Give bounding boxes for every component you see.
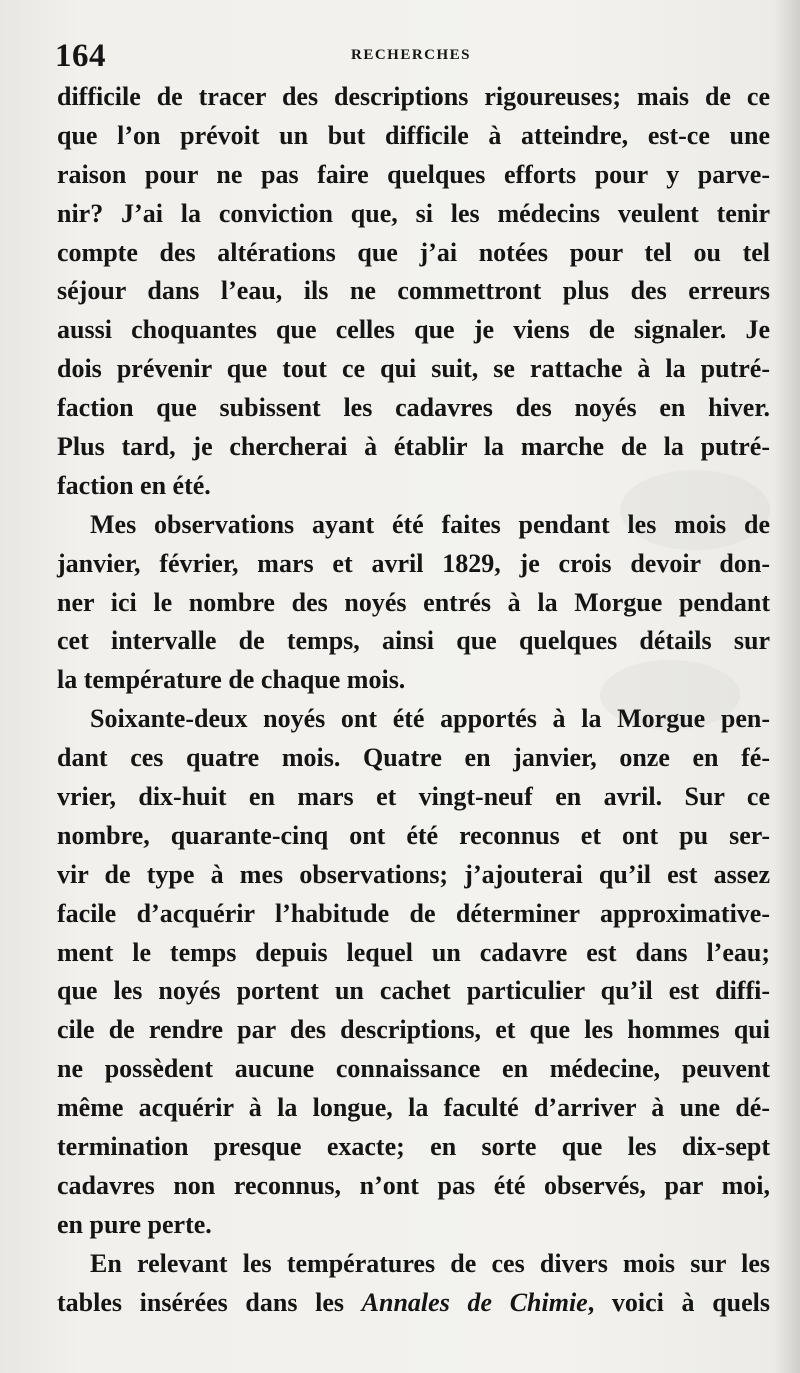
text-line: difficile de tracer des descriptions rigoureuses; mais de ce: [57, 82, 770, 111]
text-line: facile d’acquérir l’habitude de déterminer approximative-: [57, 898, 770, 928]
text-line: raison pour ne pas faire quelques efforts pour y parve-: [57, 159, 770, 189]
text-line: compte des altérations que j’ai notées pour tel ou tel: [57, 237, 770, 267]
text-line: aussi choquantes que celles que je viens de signaler. Je: [57, 315, 770, 345]
paragraph-start-line: En relevant les températures de ces divers mois sur les: [90, 1248, 770, 1278]
text-line: termination presque exacte; en sorte que les dix-sept: [57, 1132, 770, 1162]
text-line: vir de type à mes observations; j’ajouterai qu’il est assez: [57, 859, 770, 889]
paragraph-start-line: Soixante-deux noyés ont été apportés à la Morgue pen-: [90, 704, 770, 734]
text-line: vrier, dix-huit en mars et vingt-neuf en avril. Sur ce: [57, 782, 770, 812]
page-header: [55, 30, 770, 78]
page-number: 164: [55, 38, 106, 74]
page-edge-shadow: [774, 0, 800, 1373]
text-line: Plus tard, je chercherai à établir la marche de la putré-: [57, 432, 770, 462]
text-fragment: tables insérées dans les: [57, 1287, 362, 1317]
text-line: ne possèdent aucune connaissance en médecine, peuvent: [57, 1054, 770, 1084]
text-line: cile de rendre par des descriptions, et que les hommes qui: [57, 1015, 770, 1045]
body-text: [57, 78, 770, 1323]
text-line: que l’on prévoit un but difficile à atteindre, est-ce une: [57, 120, 770, 150]
text-line: janvier, février, mars et avril 1829, je crois devoir don-: [57, 548, 770, 578]
text-line: cadavres non reconnus, n’ont pas été observés, par moi,: [57, 1170, 770, 1200]
text-line: que les noyés portent un cachet particulier qu’il est diffi-: [57, 976, 770, 1006]
text-fragment: , voici à quels: [587, 1287, 770, 1317]
paragraph-end-line: faction en été.: [57, 470, 211, 500]
text-line: dant ces quatre mois. Quatre en janvier, onze en fé-: [57, 743, 770, 773]
paragraph-end-line: en pure perte.: [57, 1209, 212, 1239]
text-line: ment le temps depuis lequel un cadavre est dans l’eau;: [57, 937, 770, 967]
text-line: nombre, quarante-cinq ont été reconnus et ont pu ser-: [57, 820, 770, 850]
text-line: dois prévenir que tout ce qui suit, se rattache à la putré-: [57, 354, 770, 384]
text-line: faction que subissent les cadavres des noyés en hiver.: [57, 393, 770, 423]
text-line: séjour dans l’eau, ils ne commettront plus des erreurs: [57, 276, 770, 306]
text-line: ner ici le nombre des noyés entrés à la Morgue pendant: [57, 587, 770, 617]
running-head: RECHERCHES: [351, 47, 472, 63]
italic-title: Annales de Chimie: [361, 1287, 588, 1317]
paragraph-start-line: Mes observations ayant été faites pendant les mois de: [90, 509, 770, 539]
text-line: nir? J’ai la conviction que, si les médecins veulent tenir: [57, 198, 770, 228]
text-line: même acquérir à la longue, la faculté d’arriver à une dé-: [57, 1093, 770, 1123]
text-line-with-italic: [57, 1284, 770, 1323]
text-line: cet intervalle de temps, ainsi que quelques détails sur: [57, 626, 770, 656]
paragraph-end-line: la température de chaque mois.: [57, 665, 406, 695]
